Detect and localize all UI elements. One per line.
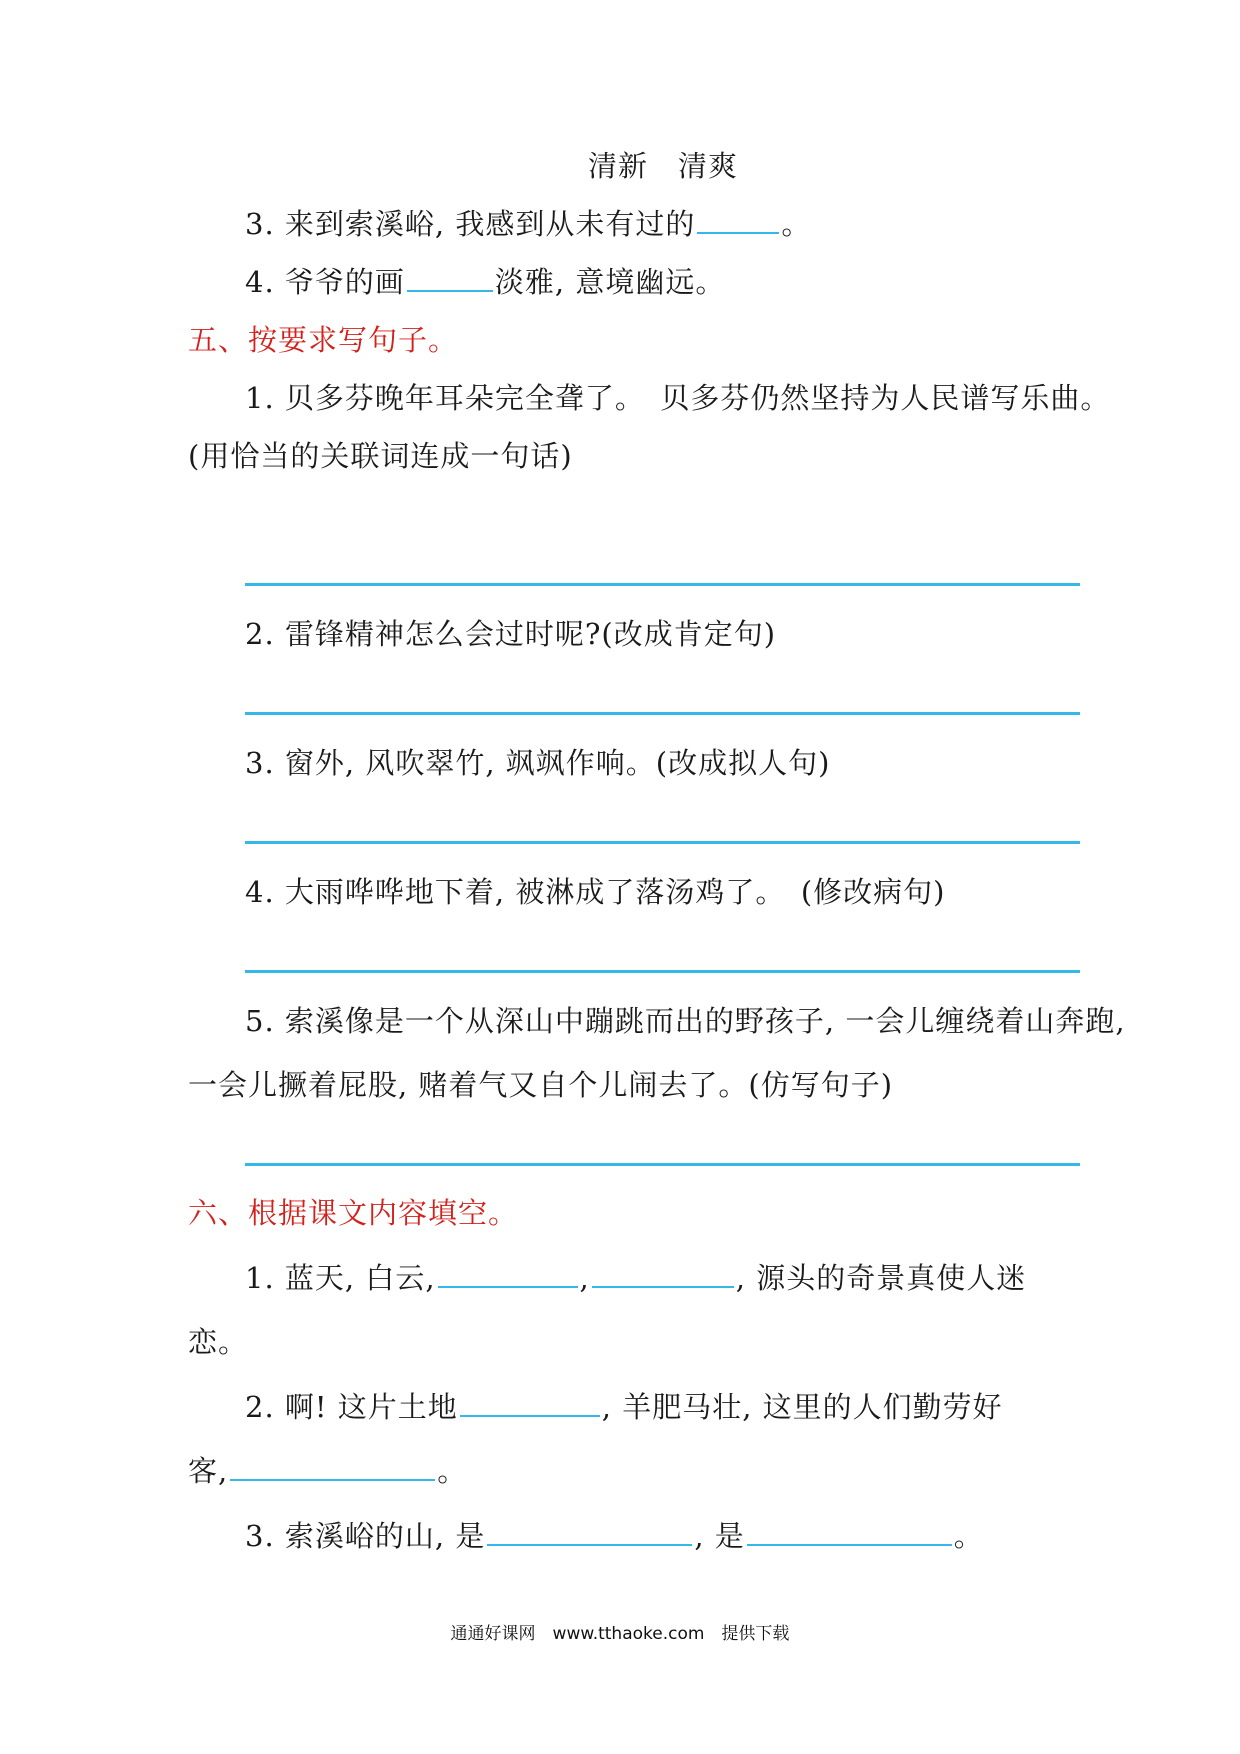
s5-q2: 2. 雷锋精神怎么会过时呢?(改成肯定句) [245,617,777,651]
s4-q3-end: 。 [781,207,812,241]
s5-q1-line2: (用恰当的关联词连成一句话) [188,439,573,473]
s6-q2-line2-text: 客, [188,1454,229,1488]
s5-q3: 3. 窗外, 风吹翠竹, 飒飒作响。(改成拟人句) [245,746,831,780]
section6-heading: 六、根据课文内容填空。 [188,1196,519,1230]
s5-q2-answer-line[interactable] [245,712,1080,715]
s5-q3-answer-line[interactable] [245,841,1080,844]
s4-question-3 [245,204,811,244]
s4-q3-blank[interactable] [697,208,779,234]
s6-question-3 [245,1516,984,1556]
s6-q1-comma: , [579,1261,590,1295]
s4-q4-end: 淡雅, 意境幽远。 [494,265,726,299]
s6-question-1 [245,1258,1026,1298]
s6-q2-blank-2[interactable] [230,1455,435,1481]
s6-question-2 [245,1387,1003,1427]
s4-q3-text: 3. 来到索溪峪, 我感到从未有过的 [245,207,696,241]
word-choices: 清新 清爽 [588,149,739,183]
s6-q2-text-end: , 羊肥马壮, 这里的人们勤劳好 [601,1390,1003,1424]
s6-q1-blank-2[interactable] [592,1262,734,1288]
s4-question-4 [245,262,725,302]
s5-q4: 4. 大雨哗哗地下着, 被淋成了落汤鸡了。 (修改病句) [245,875,946,909]
s5-q1-line1: 1. 贝多芬晚年耳朵完全聋了。 贝多芬仍然坚持为人民谱写乐曲。 [245,381,1111,415]
s6-q3-end: 。 [953,1519,984,1553]
footer-credit: 通通好课网 www.tthaoke.com 提供下载 [450,1624,790,1644]
s5-q5-line1: 5. 索溪像是一个从深山中蹦跳而出的野孩子, 一会儿缠绕着山奔跑, [245,1004,1126,1038]
s6-q2-text: 2. 啊! 这片土地 [245,1390,458,1424]
s4-q4-blank[interactable] [407,266,493,292]
s6-q1-line2: 恋。 [188,1325,249,1359]
s6-q3-blank-1[interactable] [487,1520,692,1546]
s6-q3-mid: , 是 [694,1519,745,1553]
s6-q1-blank-1[interactable] [438,1262,578,1288]
s6-q2-line2-end: 。 [437,1454,468,1488]
section5-heading: 五、按要求写句子。 [188,323,459,357]
s6-q2-blank-1[interactable] [460,1391,600,1417]
s6-q3-blank-2[interactable] [747,1520,952,1546]
s5-q4-answer-line[interactable] [245,970,1080,973]
s6-q3-text: 3. 索溪峪的山, 是 [245,1519,486,1553]
s5-q5-answer-line[interactable] [245,1163,1080,1166]
s5-q5-line2: 一会儿撅着屁股, 赌着气又自个儿闹去了。(仿写句子) [188,1068,894,1102]
s6-q1-text-end: , 源头的奇景真使人迷 [735,1261,1027,1295]
s5-q1-answer-line[interactable] [245,583,1080,586]
s6-q1-text: 1. 蓝天, 白云, [245,1261,436,1295]
s6-q2-line2 [188,1451,467,1491]
s4-q4-text: 4. 爷爷的画 [245,265,405,299]
